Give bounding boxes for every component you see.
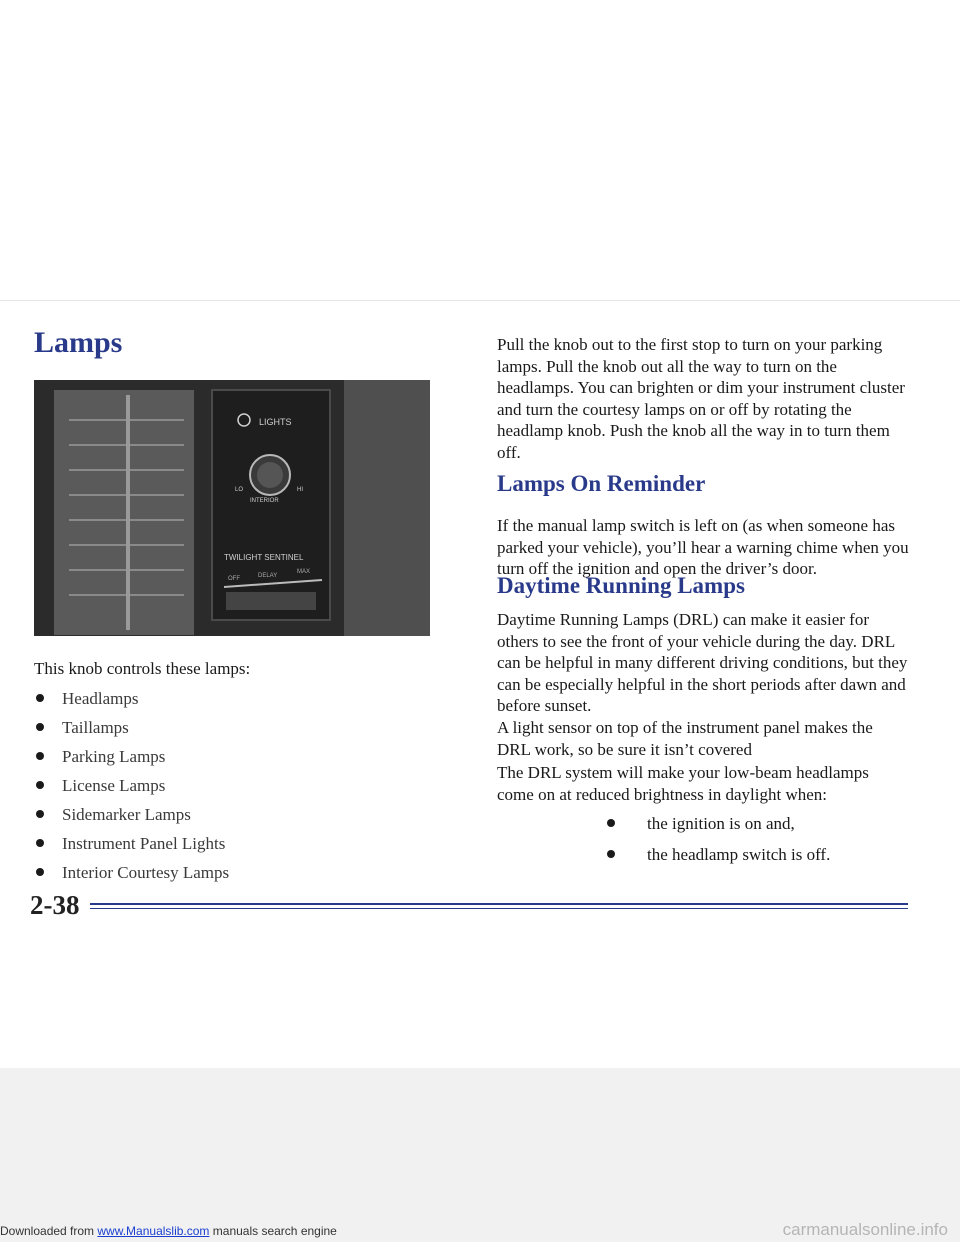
headlamp-knob-photo	[34, 380, 430, 636]
list-item: License Lamps	[36, 775, 229, 804]
bullet-icon	[607, 819, 615, 827]
manualslib-link[interactable]: www.Manualslib.com	[97, 1224, 210, 1238]
reminder-paragraph: If the manual lamp switch is left on (as when someone has parked your vehicle), you’ll hear a warning chime when you turn off the ignition and open the driver’s door.	[497, 516, 909, 578]
panel-label-interior: INTERIOR	[250, 498, 279, 504]
footer-divider-thin	[90, 908, 908, 909]
footer-divider	[90, 903, 908, 905]
watermark-text: carmanualsonline.info	[782, 1220, 948, 1239]
bullet-icon	[36, 839, 44, 847]
list-item: Parking Lamps	[36, 746, 229, 775]
list-item: Instrument Panel Lights	[36, 833, 229, 862]
bullet-icon	[36, 723, 44, 731]
panel-label-delay: DELAY	[258, 573, 278, 579]
drl-paragraph-2: A light sensor on top of the instrument panel makes the DRL work, so be sure it isn’t covered	[497, 718, 873, 759]
list-item: Headlamps	[36, 688, 229, 717]
lamp-list	[36, 688, 229, 891]
page-number: 2-38	[30, 890, 80, 920]
bullet-icon	[607, 850, 615, 858]
panel-label-lights: LIGHTS	[259, 417, 292, 427]
panel-label-twilight: TWILIGHT SENTINEL	[224, 553, 304, 562]
drl-paragraph-3: The DRL system will make your low-beam headlamps come on at reduced brightness in daylight when:	[497, 763, 869, 804]
panel-label-hi: HI	[297, 487, 303, 493]
list-item: Taillamps	[36, 717, 229, 746]
scan-margin	[0, 1068, 960, 1242]
knob-intro-text: This knob controls these lamps:	[34, 659, 251, 678]
bullet-icon	[36, 694, 44, 702]
footer-suffix: manuals search engine	[209, 1224, 337, 1238]
panel-label-lo: LO	[235, 487, 244, 493]
footer-prefix: Downloaded from	[0, 1224, 98, 1238]
panel-label-max: MAX	[297, 569, 311, 575]
reminder-heading: Lamps On Reminder	[497, 471, 706, 496]
bullet-icon	[36, 868, 44, 876]
drl-paragraph-1: Daytime Running Lamps (DRL) can make it easier for others to see the front of your vehicle during the day. DRL can be helpful in many different driving conditions, but they can be especially helpful in the short periods after dawn and before sunset.	[497, 610, 908, 715]
bullet-icon	[36, 810, 44, 818]
intro-paragraph: Pull the knob out to the first stop to turn on your parking lamps. Pull the knob out all the way to turn on the headlamps. You can brighten or dim your instrument cluster and turn the courtesy lamps on or off by rotating the headlamp knob. Push the knob all the way in to turn them off.	[497, 335, 905, 462]
panel-label-off: OFF	[228, 576, 240, 582]
bullet-icon	[36, 752, 44, 760]
download-footer	[0, 1224, 337, 1238]
section-heading-lamps: Lamps	[34, 326, 123, 359]
drl-heading: Daytime Running Lamps	[497, 573, 745, 598]
list-item: Sidemarker Lamps	[36, 804, 229, 833]
headlamp-panel-illustration	[34, 380, 430, 636]
list-item: Interior Courtesy Lamps	[36, 862, 229, 891]
list-item: the ignition is on and,	[622, 813, 830, 844]
drl-conditions-list	[622, 813, 830, 875]
top-divider	[0, 300, 960, 301]
bullet-icon	[36, 781, 44, 789]
list-item: the headlamp switch is off.	[622, 844, 830, 875]
